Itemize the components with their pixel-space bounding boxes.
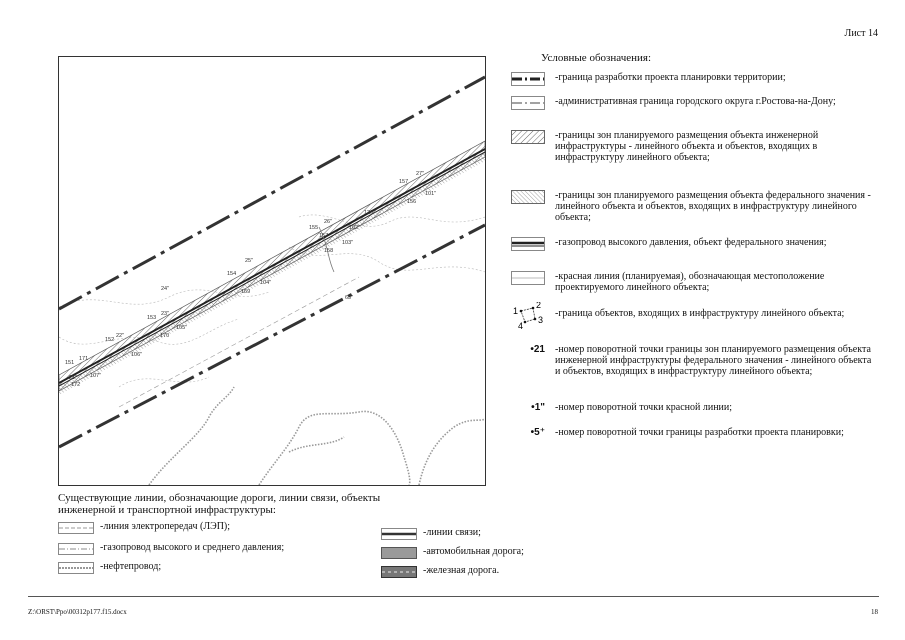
gas-pipeline-line-2 xyxy=(59,152,485,386)
legend-item-text: -номер поворотной точки границы зон планируемого размещения объекта инженерной инфраструктуры федерального значения - линейного объекта и объектов, входящих в инфраструктуру линейного объекта; xyxy=(555,344,872,377)
map-point-label: 156 xyxy=(407,199,417,205)
map-point-label: 172 xyxy=(71,382,81,388)
map-point-label: 157 xyxy=(399,179,409,185)
high-pressure-gas-pipeline-icon xyxy=(511,237,545,251)
point-label-4: 4 xyxy=(518,321,524,330)
federal-zone-hatch-icon xyxy=(511,190,545,204)
existing-line-text: -линия электропередач (ЛЭП); xyxy=(100,521,231,532)
red-line-icon xyxy=(511,271,545,285)
legend-item-text: -газопровод высокого давления, объект федерального значения; xyxy=(555,237,827,248)
admin-border-icon xyxy=(511,96,545,110)
map-point-label: 155 xyxy=(309,225,319,231)
map-point-label: 21" xyxy=(69,375,78,381)
sheet-label: Лист 14 xyxy=(844,28,878,39)
map-frame xyxy=(58,56,486,486)
legend-item-text: -красная линия (планируемая), обозначающая местоположение проектируемого линейного объекта; xyxy=(555,271,825,293)
map-point-label: 154 xyxy=(227,271,237,277)
point-label: 5⁺ xyxy=(534,427,545,438)
map-point-label: 27" xyxy=(416,171,425,177)
map-point-label: 105" xyxy=(176,325,188,331)
point-label-1: 1 xyxy=(513,306,519,316)
planning-border-turn-point-icon: •5⁺ xyxy=(530,427,545,438)
map-point-label: 126 xyxy=(364,210,374,216)
map-canvas xyxy=(59,57,485,485)
legend-item-text: -границы зон планируемого размещения объекта инженерной инфраструктуры - линейного объекта и объектов, входящих в инфраструктуру линейного объекта; xyxy=(555,130,819,163)
gas-pipeline-line xyxy=(59,149,485,383)
map-point-label: 22" xyxy=(116,333,125,339)
zone-turn-point-icon: •21 xyxy=(530,344,545,355)
existing-line-text: -нефтепровод; xyxy=(100,561,162,572)
point-label: 21 xyxy=(533,344,545,355)
map-point-label: 157 xyxy=(319,233,329,239)
map-point-label: 106" xyxy=(131,352,143,358)
map-point-label: 151 xyxy=(65,360,75,366)
object-boundary-points-icon xyxy=(511,302,545,330)
legend-item-text: -граница разработки проекта планировки территории; xyxy=(555,72,786,83)
map-point-label: 103" xyxy=(342,240,354,246)
map-point-label: 23" xyxy=(161,311,170,317)
legend-item-text: -границы зон планируемого размещения объекта федерального значения - линейного объекта и объектов, входящих в инфраструктуру линейного объекта; xyxy=(555,190,871,223)
map-point-label: 26" xyxy=(324,219,333,225)
existing-lines-title: Существующие линии, обозначающие дороги, линии связи, объекты инженерной и транспортной инфраструктуры: xyxy=(58,492,381,516)
engineering-zone-hatch-icon xyxy=(511,130,545,144)
railway-icon xyxy=(381,566,417,578)
legend-item-text: -граница объектов, входящих в инфраструктуру линейного объекта; xyxy=(555,308,845,319)
legend-item-text: -номер поворотной точки красной линии; xyxy=(555,402,733,413)
oil-pipeline-icon xyxy=(58,562,94,574)
map-point-label: 169 xyxy=(241,289,251,295)
existing-line-text: -железная дорога. xyxy=(423,565,500,576)
legend-title: Условные обозначения: xyxy=(541,52,652,64)
map-point-label: 158 xyxy=(324,248,334,254)
terrain-contours xyxy=(59,215,485,387)
red-line-turn-point-icon: •1" xyxy=(531,402,545,413)
map-point-label: 153 xyxy=(147,315,157,321)
point-label-3: 3 xyxy=(538,315,544,325)
map-point-label: 171 xyxy=(79,356,89,362)
footer-divider xyxy=(28,596,879,597)
legend-item-text: -номер поворотной точки границы разработки проекта планировки; xyxy=(555,427,844,438)
map-point-label: 25" xyxy=(245,258,254,264)
ravine-relief xyxy=(149,387,485,485)
footer-file-path: Z:\ORST\Ppo\00312p177.f15.docx xyxy=(28,608,127,616)
map-point-label: 102" xyxy=(349,225,361,231)
map-point-label: 152 xyxy=(105,337,115,343)
map-point-label: 107" xyxy=(90,373,102,379)
map-point-label: 63" xyxy=(345,295,354,301)
existing-line-text: -автомобильная дорога; xyxy=(423,546,524,557)
point-label-2: 2 xyxy=(536,302,542,310)
map-point-label: 24" xyxy=(161,286,170,292)
gas-pipeline-icon xyxy=(58,543,94,555)
point-label: 1" xyxy=(534,402,545,413)
legend-item-text: -административная граница городского округа г.Ростова-на-Дону; xyxy=(555,96,836,107)
planning-border-icon xyxy=(511,72,545,86)
map-point-label: 170 xyxy=(160,333,170,339)
existing-line-text: -линии связи; xyxy=(423,527,481,538)
footer-page-number: 18 xyxy=(871,608,878,616)
power-line-icon xyxy=(58,522,94,534)
map-point-label: 101" xyxy=(425,191,437,197)
federal-zone-hatch xyxy=(59,153,485,395)
road-icon xyxy=(381,547,417,559)
map-point-label: 104" xyxy=(260,280,272,286)
existing-line-text: -газопровод высокого и среднего давления; xyxy=(100,542,285,553)
communication-line-icon xyxy=(381,528,417,540)
